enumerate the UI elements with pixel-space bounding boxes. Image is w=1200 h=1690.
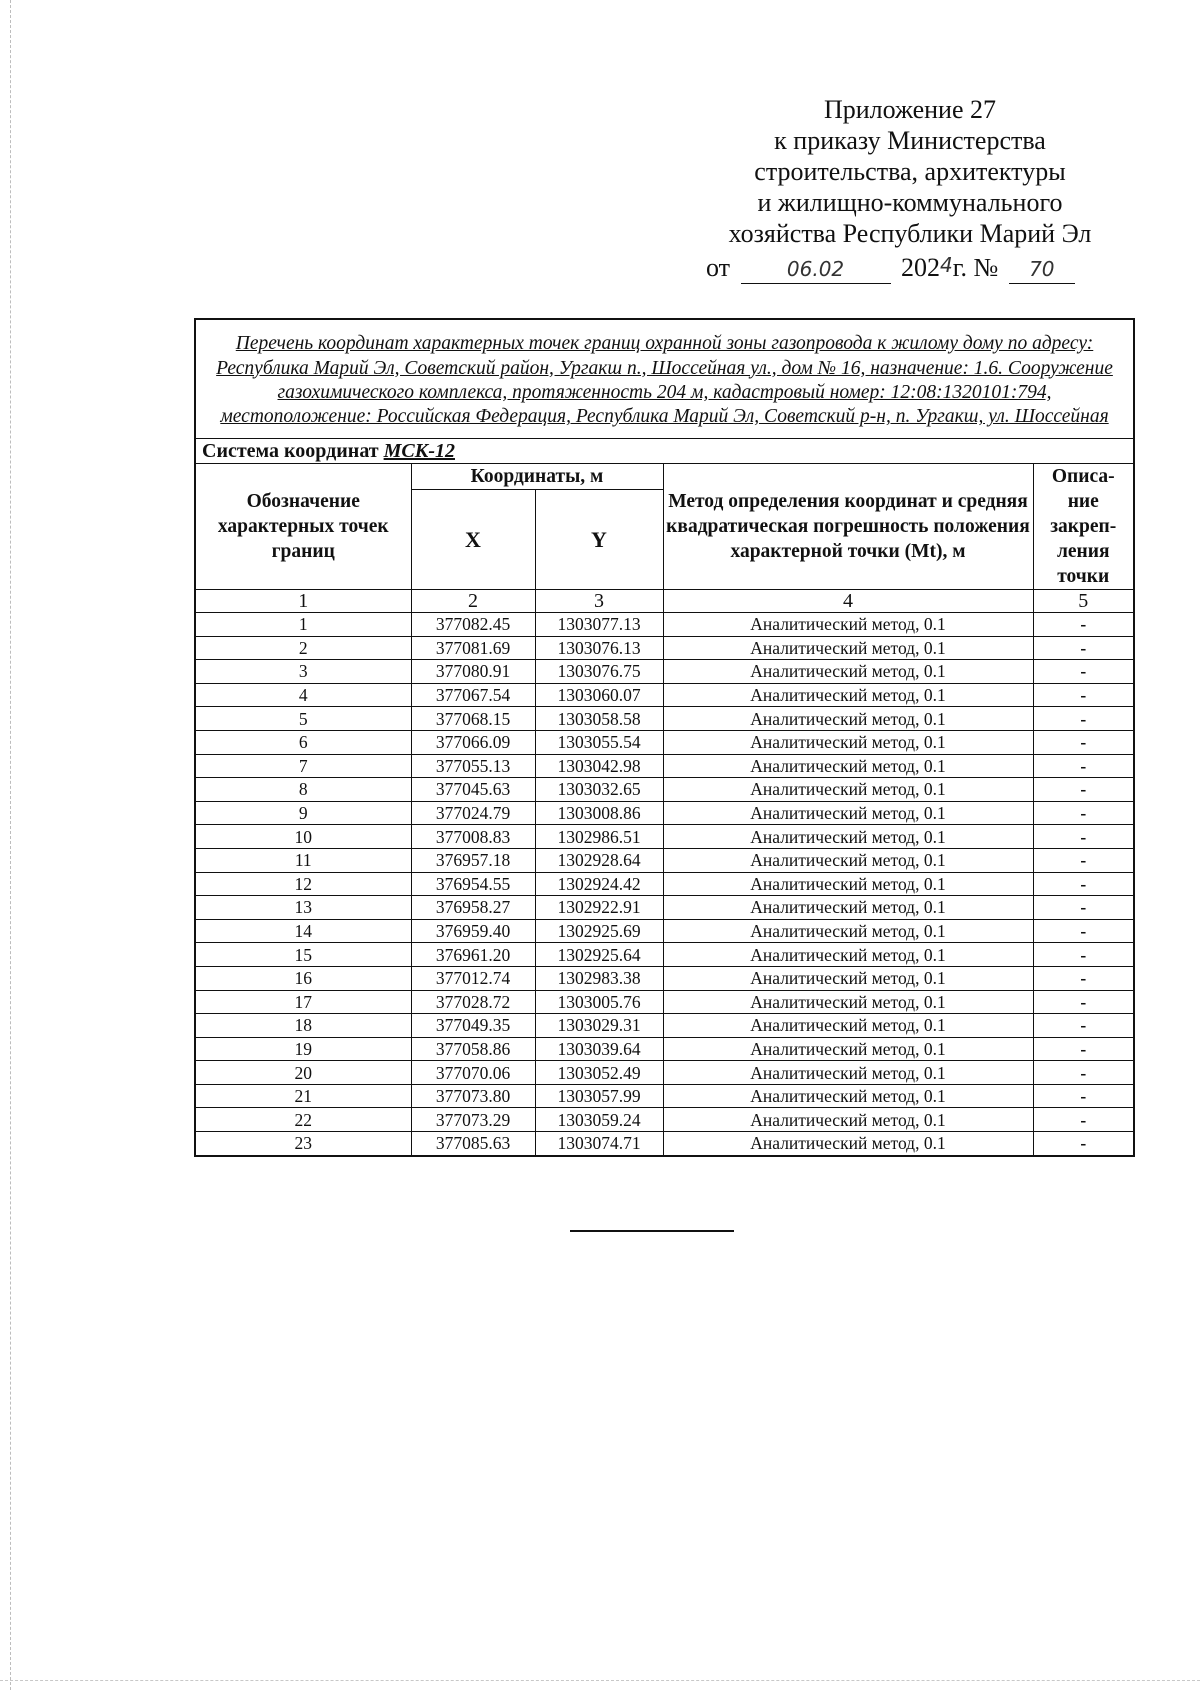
x-coordinate-cell: 377082.45 (411, 613, 535, 637)
y-coordinate-cell: 1303008.86 (535, 801, 663, 825)
x-coordinate-cell: 377073.29 (411, 1108, 535, 1132)
handwritten-date: 06.02 (741, 255, 891, 284)
table-row (195, 1061, 1134, 1085)
method-cell: Аналитический метод, 0.1 (663, 613, 1033, 637)
description-cell: - (1033, 896, 1134, 920)
point-id-cell: 13 (195, 896, 411, 920)
header-y: Y (535, 490, 663, 590)
y-coordinate-cell: 1302925.64 (535, 943, 663, 967)
table-row (195, 1084, 1134, 1108)
method-cell: Аналитический метод, 0.1 (663, 1037, 1033, 1061)
method-cell: Аналитический метод, 0.1 (663, 896, 1033, 920)
y-coordinate-cell: 1302983.38 (535, 966, 663, 990)
method-cell: Аналитический метод, 0.1 (663, 1108, 1033, 1132)
header-point: Обозначение характерных точек границ (195, 464, 411, 590)
table-row (195, 636, 1134, 660)
point-id-cell: 12 (195, 872, 411, 896)
y-coordinate-cell: 1303060.07 (535, 683, 663, 707)
table-title: Перечень координат характерных точек границ охранной зоны газопровода к жилому дому по адресу: Республика Марий Эл, Советский район, Ургакш п., Шоссейная ул., дом № 16, назначение: 1.6. Сооружение газохимического комплекса, протяженность 204 м, кадастровый номер: 12:08:1320101:794, местоположение: Российская Федерация, Республика Марий Эл, Советский р-н, п. Ургакш, ул. Шоссейная (195, 319, 1134, 439)
coordinates-table (194, 318, 1135, 1157)
y-coordinate-cell: 1303059.24 (535, 1108, 663, 1132)
appendix-line: строительства, архитектуры (754, 157, 1066, 186)
table-row (195, 801, 1134, 825)
scan-edge-bottom (0, 1680, 1200, 1681)
description-cell: - (1033, 872, 1134, 896)
coordinate-system-value: МСК-12 (383, 440, 455, 462)
description-cell: - (1033, 778, 1134, 802)
point-id-cell: 14 (195, 919, 411, 943)
table-row (195, 683, 1134, 707)
description-cell: - (1033, 730, 1134, 754)
y-coordinate-cell: 1303052.49 (535, 1061, 663, 1085)
table-row (195, 919, 1134, 943)
description-cell: - (1033, 754, 1134, 778)
table-row (195, 966, 1134, 990)
method-cell: Аналитический метод, 0.1 (663, 660, 1033, 684)
appendix-line: к приказу Министерства (774, 126, 1046, 155)
y-coordinate-cell: 1303076.13 (535, 636, 663, 660)
column-number: 2 (411, 590, 535, 613)
point-id-cell: 23 (195, 1132, 411, 1156)
point-id-cell: 3 (195, 660, 411, 684)
header-coordinates: Координаты, м (411, 464, 663, 490)
method-cell: Аналитический метод, 0.1 (663, 943, 1033, 967)
x-coordinate-cell: 377008.83 (411, 825, 535, 849)
description-cell: - (1033, 1084, 1134, 1108)
x-coordinate-cell: 376959.40 (411, 919, 535, 943)
appendix-line: Приложение 27 (823, 95, 997, 124)
closing-rule (570, 1230, 734, 1232)
description-cell: - (1033, 943, 1134, 967)
point-id-cell: 17 (195, 990, 411, 1014)
y-coordinate-cell: 1303039.64 (535, 1037, 663, 1061)
point-id-cell: 20 (195, 1061, 411, 1085)
column-number-row (195, 590, 1134, 613)
point-id-cell: 15 (195, 943, 411, 967)
table-row (195, 1108, 1134, 1132)
x-coordinate-cell: 377068.15 (411, 707, 535, 731)
method-cell: Аналитический метод, 0.1 (663, 801, 1033, 825)
point-id-cell: 4 (195, 683, 411, 707)
point-id-cell: 7 (195, 754, 411, 778)
table-row (195, 613, 1134, 637)
y-coordinate-cell: 1303077.13 (535, 613, 663, 637)
table-row (195, 754, 1134, 778)
table-row (195, 778, 1134, 802)
y-coordinate-cell: 1303029.31 (535, 1014, 663, 1038)
appendix-header (690, 94, 1130, 249)
x-coordinate-cell: 377045.63 (411, 778, 535, 802)
point-id-cell: 8 (195, 778, 411, 802)
description-cell: - (1033, 990, 1134, 1014)
x-coordinate-cell: 377080.91 (411, 660, 535, 684)
method-cell: Аналитический метод, 0.1 (663, 966, 1033, 990)
description-cell: - (1033, 683, 1134, 707)
description-cell: - (1033, 801, 1134, 825)
column-number: 4 (663, 590, 1033, 613)
description-cell: - (1033, 848, 1134, 872)
y-coordinate-cell: 1303076.75 (535, 660, 663, 684)
year-prefix: 202 (901, 253, 941, 282)
y-coordinate-cell: 1303042.98 (535, 754, 663, 778)
x-coordinate-cell: 377067.54 (411, 683, 535, 707)
method-cell: Аналитический метод, 0.1 (663, 919, 1033, 943)
year-suffix: г. № (952, 253, 999, 282)
description-cell: - (1033, 1061, 1134, 1085)
y-coordinate-cell: 1303055.54 (535, 730, 663, 754)
y-coordinate-cell: 1303058.58 (535, 707, 663, 731)
y-coordinate-cell: 1303074.71 (535, 1132, 663, 1156)
method-cell: Аналитический метод, 0.1 (663, 848, 1033, 872)
description-cell: - (1033, 1037, 1134, 1061)
table-row (195, 707, 1134, 731)
point-id-cell: 6 (195, 730, 411, 754)
method-cell: Аналитический метод, 0.1 (663, 636, 1033, 660)
table-row (195, 825, 1134, 849)
x-coordinate-cell: 376958.27 (411, 896, 535, 920)
x-coordinate-cell: 377085.63 (411, 1132, 535, 1156)
table-row (195, 660, 1134, 684)
table-row (195, 1132, 1134, 1156)
method-cell: Аналитический метод, 0.1 (663, 1014, 1033, 1038)
x-coordinate-cell: 377049.35 (411, 1014, 535, 1038)
table-row (195, 872, 1134, 896)
description-cell: - (1033, 1132, 1134, 1156)
x-coordinate-cell: 377012.74 (411, 966, 535, 990)
x-coordinate-cell: 377073.80 (411, 1084, 535, 1108)
y-coordinate-cell: 1303032.65 (535, 778, 663, 802)
coordinate-system-label: Система координат (202, 440, 379, 462)
x-coordinate-cell: 377024.79 (411, 801, 535, 825)
method-cell: Аналитический метод, 0.1 (663, 990, 1033, 1014)
x-coordinate-cell: 377081.69 (411, 636, 535, 660)
method-cell: Аналитический метод, 0.1 (663, 872, 1033, 896)
description-cell: - (1033, 660, 1134, 684)
x-coordinate-cell: 377070.06 (411, 1061, 535, 1085)
x-coordinate-cell: 377055.13 (411, 754, 535, 778)
column-number: 5 (1033, 590, 1134, 613)
handwritten-order-number: 70 (1009, 255, 1075, 284)
point-id-cell: 21 (195, 1084, 411, 1108)
point-id-cell: 18 (195, 1014, 411, 1038)
description-cell: - (1033, 707, 1134, 731)
point-id-cell: 11 (195, 848, 411, 872)
y-coordinate-cell: 1302924.42 (535, 872, 663, 896)
method-cell: Аналитический метод, 0.1 (663, 825, 1033, 849)
header-x: X (411, 490, 535, 590)
coordinate-system-row (195, 439, 1134, 464)
table-row (195, 1037, 1134, 1061)
point-id-cell: 9 (195, 801, 411, 825)
description-cell: - (1033, 919, 1134, 943)
method-cell: Аналитический метод, 0.1 (663, 707, 1033, 731)
header-description: Описа- ние закреп- ления точки (1033, 464, 1134, 590)
table-row (195, 990, 1134, 1014)
header-method: Метод определения координат и средняя квадратическая погрешность положения характерной точки (Mt), м (663, 464, 1033, 590)
y-coordinate-cell: 1302922.91 (535, 896, 663, 920)
appendix-line: хозяйства Республики Марий Эл (728, 219, 1092, 248)
method-cell: Аналитический метод, 0.1 (663, 1132, 1033, 1156)
appendix-line: и жилищно-коммунального (757, 188, 1063, 217)
method-cell: Аналитический метод, 0.1 (663, 1084, 1033, 1108)
point-id-cell: 16 (195, 966, 411, 990)
column-number: 3 (535, 590, 663, 613)
y-coordinate-cell: 1302986.51 (535, 825, 663, 849)
description-cell: - (1033, 636, 1134, 660)
method-cell: Аналитический метод, 0.1 (663, 778, 1033, 802)
description-cell: - (1033, 966, 1134, 990)
y-coordinate-cell: 1302925.69 (535, 919, 663, 943)
x-coordinate-cell: 376957.18 (411, 848, 535, 872)
point-id-cell: 19 (195, 1037, 411, 1061)
x-coordinate-cell: 376961.20 (411, 943, 535, 967)
description-cell: - (1033, 613, 1134, 637)
y-coordinate-cell: 1303057.99 (535, 1084, 663, 1108)
table-row (195, 730, 1134, 754)
x-coordinate-cell: 377066.09 (411, 730, 535, 754)
order-date-line (706, 251, 1075, 286)
scan-edge-left (10, 0, 11, 1690)
method-cell: Аналитический метод, 0.1 (663, 1061, 1033, 1085)
description-cell: - (1033, 1108, 1134, 1132)
method-cell: Аналитический метод, 0.1 (663, 730, 1033, 754)
x-coordinate-cell: 377058.86 (411, 1037, 535, 1061)
point-id-cell: 1 (195, 613, 411, 637)
x-coordinate-cell: 377028.72 (411, 990, 535, 1014)
handwritten-year-digit: 4 (940, 253, 953, 277)
column-number: 1 (195, 590, 411, 613)
method-cell: Аналитический метод, 0.1 (663, 754, 1033, 778)
method-cell: Аналитический метод, 0.1 (663, 683, 1033, 707)
x-coordinate-cell: 376954.55 (411, 872, 535, 896)
point-id-cell: 10 (195, 825, 411, 849)
point-id-cell: 22 (195, 1108, 411, 1132)
table-row (195, 848, 1134, 872)
y-coordinate-cell: 1302928.64 (535, 848, 663, 872)
point-id-cell: 5 (195, 707, 411, 731)
table-row (195, 943, 1134, 967)
description-cell: - (1033, 825, 1134, 849)
date-prefix: от (706, 253, 731, 282)
description-cell: - (1033, 1014, 1134, 1038)
table-row (195, 1014, 1134, 1038)
table-row (195, 896, 1134, 920)
point-id-cell: 2 (195, 636, 411, 660)
y-coordinate-cell: 1303005.76 (535, 990, 663, 1014)
